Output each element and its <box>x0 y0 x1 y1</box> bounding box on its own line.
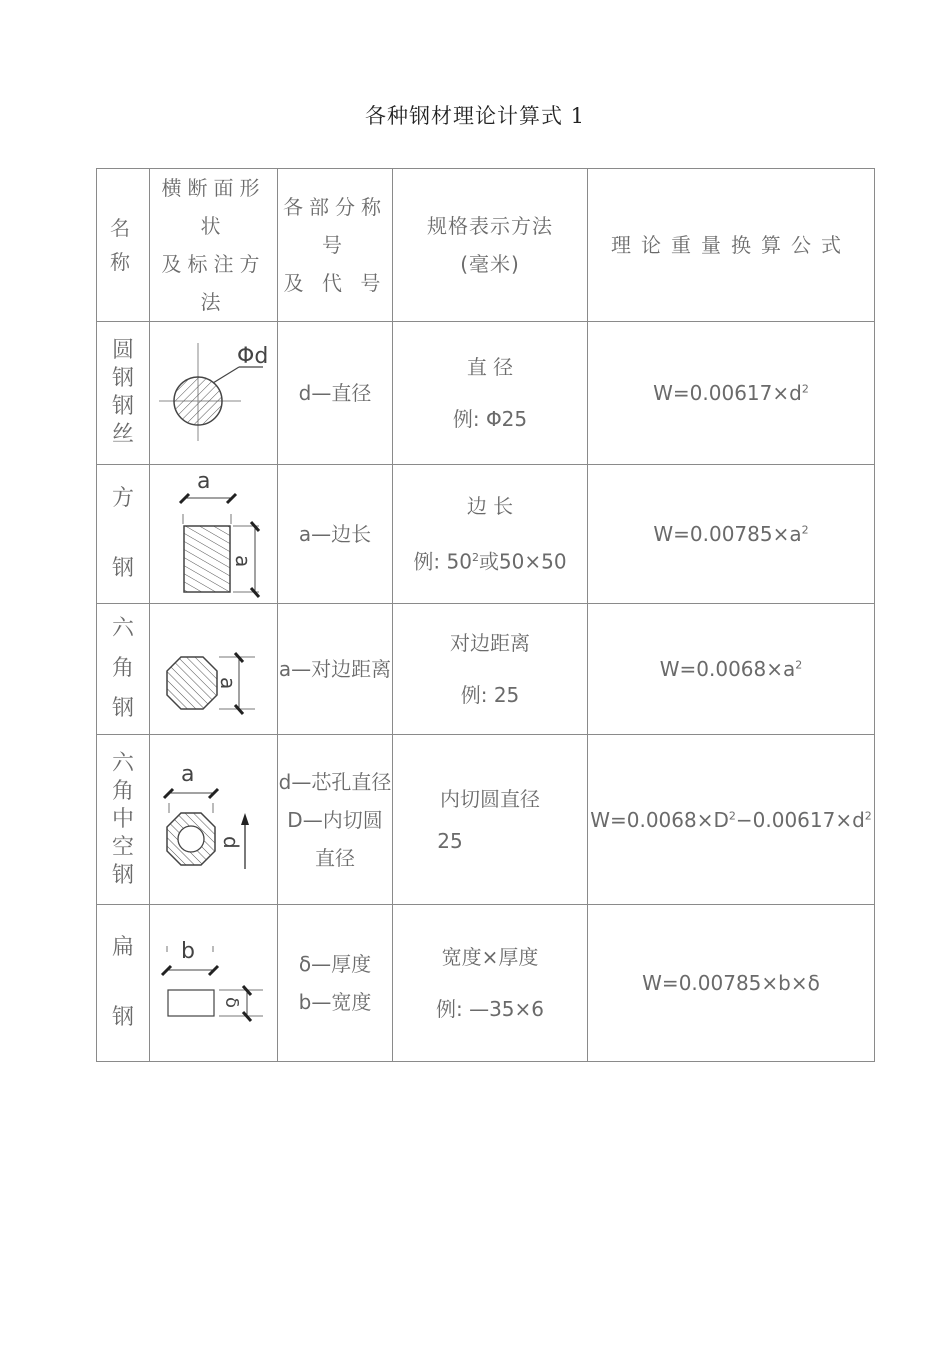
row-formula <box>588 735 875 905</box>
row-spec <box>393 322 588 465</box>
row-spec <box>393 465 588 604</box>
part-label: D—内切圆直径 <box>287 807 383 870</box>
row-formula <box>588 604 875 735</box>
spec-example-prefix: 例: 50 <box>413 549 472 574</box>
row-name <box>97 322 150 465</box>
name-char: 六 <box>111 616 134 641</box>
name-char: 钢 <box>111 556 134 581</box>
table-header-row <box>97 169 875 322</box>
formula-exponent: 2 <box>801 523 809 537</box>
row-name <box>97 465 150 604</box>
header-shape-line2: 及标注方法 <box>161 252 266 314</box>
name-char: 钢 <box>111 366 134 391</box>
row-name <box>97 905 150 1062</box>
row-name-vertical <box>97 609 149 729</box>
name-char: 中 <box>111 806 134 832</box>
spec-example: 例: —35×6 <box>435 997 545 1021</box>
page-title: 各种钢材理论计算式 1 <box>364 104 586 128</box>
formula-text: W=0.00785×b×δ <box>642 971 820 995</box>
row-formula <box>588 905 875 1062</box>
spec-example <box>393 539 587 581</box>
row-parts <box>278 905 393 1062</box>
row-parts <box>278 735 393 905</box>
table-row <box>97 465 875 604</box>
hollow-hex-diagram <box>151 737 277 903</box>
hex-bar-diagram-cell <box>150 604 278 735</box>
header-shape-line1: 横断面形状 <box>161 176 266 238</box>
name-char: 圆 <box>111 338 134 363</box>
row-name <box>97 604 150 735</box>
header-formula-text: 理论重量换算公式 <box>611 233 851 257</box>
side-label-top: a <box>196 469 210 494</box>
part-label: d—直径 <box>298 381 372 405</box>
formula-text: −0.00617×d <box>735 807 865 832</box>
spec-title: 对边距离 <box>450 631 530 655</box>
row-spec <box>393 735 588 905</box>
flat-distance-label: a <box>215 677 240 690</box>
formula-exponent: 2 <box>728 808 736 822</box>
header-spec <box>393 169 588 322</box>
steel-formula-table <box>96 168 875 1062</box>
name-char: 扁 <box>111 935 134 960</box>
name-char: 钢 <box>111 1005 134 1030</box>
row-spec <box>393 905 588 1062</box>
round-bar-diagram-cell <box>150 322 278 465</box>
formula-text: W=0.0068×a <box>659 657 796 681</box>
diameter-label: Φd <box>236 344 268 369</box>
part-label: a—边长 <box>298 522 372 546</box>
spec-example: 25 <box>437 828 463 853</box>
part-label: d—芯孔直径 <box>278 769 392 794</box>
row-name-vertical <box>97 750 149 890</box>
square-bar-diagram-cell <box>150 465 278 604</box>
name-char: 角 <box>111 778 134 804</box>
row-formula <box>588 465 875 604</box>
name-char: 空 <box>111 834 134 860</box>
row-name-vertical <box>97 473 149 595</box>
name-char: 钢 <box>111 394 134 419</box>
header-shape <box>150 169 278 322</box>
table-row <box>97 604 875 735</box>
round-bar-diagram <box>151 323 277 463</box>
formula-exponent: 2 <box>801 382 809 396</box>
row-name-vertical <box>97 337 149 449</box>
table-row <box>97 322 875 465</box>
spec-title: 直 径 <box>466 355 514 379</box>
flat-bar-diagram <box>151 906 277 1060</box>
header-formula <box>588 169 875 322</box>
row-parts <box>278 604 393 735</box>
width-label: b <box>180 939 195 964</box>
row-formula <box>588 322 875 465</box>
spec-exponent: 2 <box>471 551 479 565</box>
part-label: b—宽度 <box>298 990 372 1014</box>
name-char: 角 <box>111 656 134 681</box>
row-name-vertical <box>97 922 149 1044</box>
name-char: 六 <box>111 750 134 776</box>
row-parts <box>278 322 393 465</box>
part-label: a—对边距离 <box>278 657 392 681</box>
formula-text: W=0.0068×D <box>590 807 729 832</box>
header-name <box>97 169 150 322</box>
formula-text: W=0.00617×d <box>653 381 802 405</box>
table-row <box>97 735 875 905</box>
spec-example-suffix: 或50×50 <box>478 549 567 574</box>
spec-title: 边 长 <box>466 494 514 519</box>
row-name <box>97 735 150 905</box>
flat-bar-diagram-cell <box>150 905 278 1062</box>
name-char: 方 <box>111 486 134 511</box>
row-spec <box>393 604 588 735</box>
spec-example: 例: Φ25 <box>452 407 528 431</box>
square-bar-diagram <box>151 466 277 602</box>
row-parts <box>278 465 393 604</box>
hollow-hex-diagram-cell <box>150 735 278 905</box>
name-char: 丝 <box>111 422 134 447</box>
header-name-text: 名 称 <box>110 216 136 274</box>
side-label-right: a <box>230 555 255 568</box>
header-spec-line1: 规格表示方法 <box>427 214 553 238</box>
spec-example: 例: 25 <box>460 683 520 707</box>
formula-text: W=0.00785×a <box>653 522 802 546</box>
name-char: 钢 <box>111 862 134 888</box>
formula-exponent: 2 <box>864 808 872 822</box>
table-row <box>97 905 875 1062</box>
hollow-hex-side-label: d <box>218 835 243 849</box>
header-spec-line2: (毫米) <box>460 252 520 276</box>
part-label: δ—厚度 <box>298 952 372 976</box>
header-parts-line1: 各部分称号 <box>283 195 387 257</box>
spec-title: 内切圆直径 <box>440 786 540 811</box>
thickness-label: δ <box>220 997 242 1009</box>
header-parts <box>278 169 393 322</box>
hex-bar-diagram <box>151 605 277 733</box>
name-char: 钢 <box>111 696 134 721</box>
hollow-hex-top-label: a <box>180 761 194 787</box>
formula-exponent: 2 <box>795 658 803 672</box>
header-parts-line2: 及 代 号 <box>283 271 387 295</box>
spec-title: 宽度×厚度 <box>441 945 539 969</box>
